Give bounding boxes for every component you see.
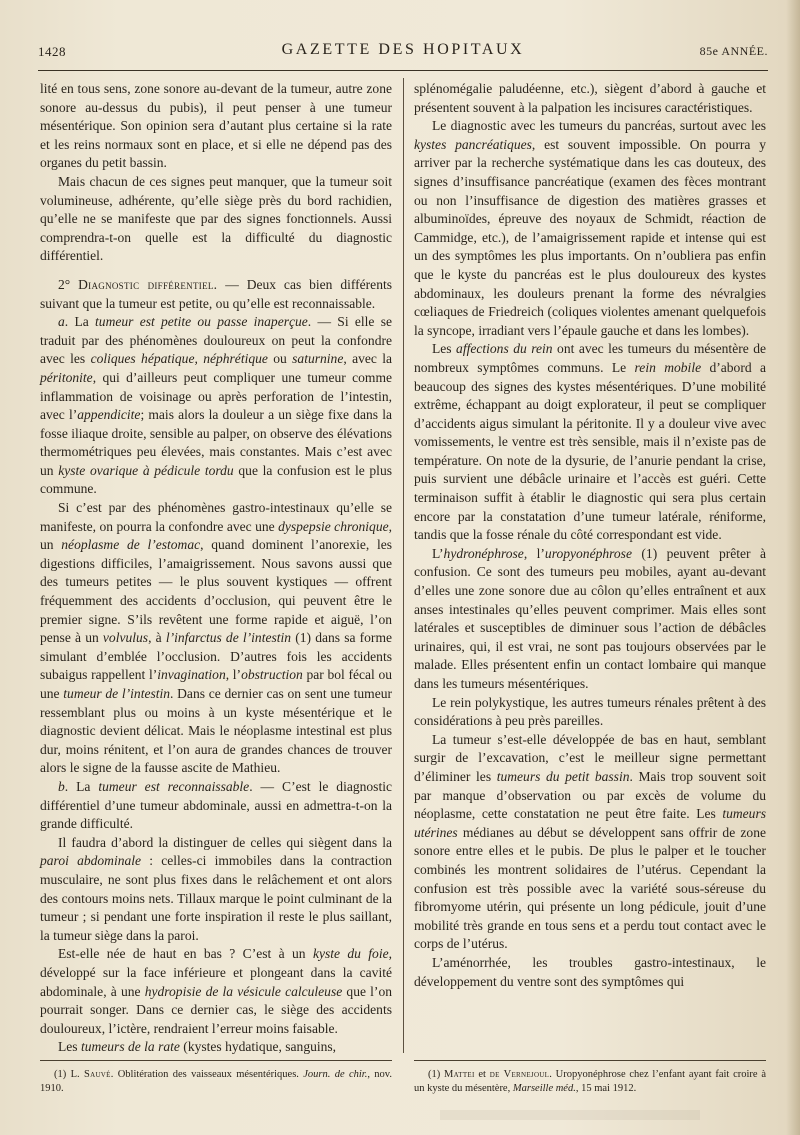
- text-run: ont avec les tumeurs du mésentère de nombreux symptômes communs. Le: [414, 341, 767, 375]
- paragraph: [414, 117, 766, 340]
- text-run: que la confusion est le plus commune.: [40, 462, 392, 497]
- paragraph: [40, 313, 392, 499]
- italic-term: kystes pancréatiques: [414, 136, 532, 152]
- text-run: (1) peuvent prêter à confusion. Ce sont des tumeurs peu mobiles, ayant au-devant d’elles une zone sonore due au côlon qu’elles entraînent et aux anses intestinales qu’elles peuvent comprimer. Mais elles sont latérales et susceptibles de diminuer sous l’action de débâcles urinaires, qui, il est vrai, ne sont pas toujours observées par le malade. Elles présentent enfin un contact lombaire qui manque dans les tumeurs mésentériques.: [414, 545, 766, 691]
- header-rule: [38, 70, 768, 71]
- paragraph: [40, 834, 392, 946]
- text-run: , 15 mai 1912.: [575, 1082, 637, 1094]
- paragraph: [40, 778, 392, 834]
- text-run: — Deux cas bien différents suivant que la tumeur est petite, ou qu’elle est reconnaissable.: [40, 276, 393, 311]
- paragraph: [40, 80, 392, 173]
- text-run: . Mais trop souvent soit par manque d’observation ou par excès de volume du néoplasme, cette constatation ne peut être faite. Les: [414, 768, 766, 822]
- left-footnote: [40, 1068, 392, 1095]
- paragraph: [414, 731, 766, 954]
- text-run: : celles-ci immobiles dans la contraction musculaire, ne sont plus fixes dans le relâchement et ont alors des contours moins nets. Tillaux marque le point culminant de la tumeur ; si pendant une forte inspiration il reste le plus saillant, la tumeur siège dans la paroi.: [40, 853, 392, 943]
- text-run: d’abord a beaucoup des signes des kystes mésentériques. D’une mobilité extrême, échappant au doigt explorateur, il peut se compliquer d’accidents aigus simulant la péritonite. Il y a douleur vive avec vomissements, le ventre est très sensible, mais il n’existe pas de température. On note de la dysurie, de l’anurie pendant la crise, puis survient une débâcle urinaire et l’accès est guéri. Cette terminaison suffit à établir le diagnostic qui sera plus certain encore par la constatation d’une tumeur latérale, réniforme, tandis que la fosse rénale du côté correspondant est vide.: [414, 359, 767, 543]
- italic-term: tumeurs du petit bassin: [496, 768, 630, 784]
- small-caps-text: Sauvé: [83, 1069, 111, 1080]
- volume-year: 85e ANNÉE.: [699, 44, 768, 58]
- small-caps-text: de Vernejoul: [489, 1069, 550, 1080]
- text-run: . — Si elle se traduit par des phénomènes douloureux on peut la confondre avec les: [40, 314, 392, 367]
- text-run: , avec la: [343, 351, 393, 367]
- paragraph: [414, 340, 766, 545]
- text-run: . Uropyonéphrose chez l’enfant ayant fait croire à un kyste du mésentère,: [414, 1069, 767, 1094]
- right-footnote-rule: [414, 1060, 766, 1061]
- column-divider: [403, 78, 404, 1053]
- text-run: lité en tous sens, zone sonore au-devant de la tumeur, autre zone sonore au-dessus du pubis), il peut penser à une tumeur mésentérique. Son opinion sera d’autant plus certaine si la rate et les reins normaux sont en place, et si elle ne dépend pas des organes du petit bassin.: [40, 81, 392, 171]
- bleed-through-text: [440, 1110, 700, 1120]
- left-footnote-rule: [40, 1060, 392, 1061]
- paragraph: [40, 499, 392, 778]
- page-number: 1428: [38, 44, 66, 59]
- italic-term: tumeur est petite ou passe inaperçue: [95, 314, 308, 330]
- text-run: , nov. 1910.: [40, 1069, 392, 1094]
- text-run: , est souvent impossible. On pourra y arriver par la recherche systématique dans les cas douteux, des signes d’insuffisance pancréatique (examen des fèces montrant ou non l’insuffisance de digestion des matières grasses et albuminoïdes, épreuve des noyaux de Schmidt, réaction de Cammidge, etc.), de l’amaigrissement rapide et intense qui est un des symptômes les plus importants. On n’oubliera pas enfin que le kyste du pancréas est le plus douloureux des kystes abdominaux, les douleurs prenant la forme des névralgies cœliaques de Friedreich (coliques violentes amenant quelquefois la syncope, irradiant vers l’épaule gauche et dans les lombes).: [414, 136, 766, 338]
- paragraph: [40, 276, 392, 313]
- text-run: (1): [428, 1069, 445, 1080]
- footnote-text: [414, 1068, 766, 1095]
- italic-term: affections du rein: [456, 341, 553, 357]
- italic-term: appendicite: [77, 407, 141, 423]
- text-run: Est-elle née de haut en bas ? C’est à un: [58, 946, 313, 962]
- text-run: , à: [148, 630, 166, 646]
- paragraph: [414, 545, 766, 694]
- text-run: , l’: [523, 545, 545, 561]
- small-caps-text: Mattei: [444, 1069, 475, 1080]
- italic-term: Marseille méd.: [512, 1082, 576, 1094]
- text-run: 2°: [58, 276, 79, 292]
- italic-term: paroi abdominale: [40, 853, 142, 869]
- text-run: médianes au début se développent sans offrir de zone sonore entre elles et le pubis. De plus le palper et le toucher combinés les montrent solidaires de l’utérus. Cependant la confusion est très possible avec la variété sous-séreuse du fibromyome utérin, qui présente un long pédicule, jouit d’une mobilité très grande en tous sens et a perdu tout contact avec le corps de l’utérus.: [414, 824, 766, 952]
- text-run: La tumeur s’est-elle développée de bas en haut, semblant surgir de l’excavation, c’est le meilleur signe permettant d’éliminer les: [414, 731, 766, 784]
- text-run: , un: [40, 518, 392, 553]
- text-run: Le rein polykystique, les autres tumeurs rénales prêtent à des considérations à peu près pareilles.: [414, 694, 766, 729]
- left-column: [40, 80, 392, 1057]
- italic-term: tumeurs de la rate: [80, 1039, 180, 1055]
- paragraph: [40, 945, 392, 1038]
- italic-term: dyspepsie chronique: [278, 518, 389, 534]
- text-run: Les: [432, 341, 457, 357]
- italic-term: tumeur est reconnaissable: [98, 778, 250, 794]
- italic-term: obstruction: [241, 667, 303, 683]
- italic-term: uropyonéphrose: [544, 545, 632, 561]
- italic-term: Journ. de chir.: [303, 1069, 368, 1080]
- italic-term: coliques hépatique, néphrétique: [90, 351, 268, 367]
- italic-term: b: [58, 778, 65, 794]
- italic-term: péritonite: [40, 369, 93, 385]
- text-run: Les: [58, 1039, 81, 1055]
- italic-term: tumeur de l’intestin: [63, 686, 171, 701]
- right-column: [414, 80, 766, 991]
- text-run: (kystes hydatique, sanguins,: [179, 1039, 337, 1055]
- italic-term: saturnine: [292, 351, 344, 367]
- text-run: et: [474, 1069, 490, 1080]
- text-run: L’aménorrhée, les troubles gastro-intestinaux, le développement du ventre sont des symptômes qui: [414, 954, 766, 989]
- paragraph: [414, 694, 766, 731]
- italic-term: rein mobile: [634, 359, 702, 375]
- paragraph: [40, 173, 392, 266]
- paragraph: [414, 954, 766, 991]
- text-run: , développé sur la face inférieure et plongeant dans la cavité abdominale, à une: [40, 946, 392, 999]
- text-run: Le diagnostic avec les tumeurs du pancréas, surtout avec les: [432, 118, 766, 134]
- text-run: Mais chacun de ces signes peut manquer, que la tumeur soit volumineuse, adhérente, qu’elle siège près du bord rachidien, qu’elle ne se manifeste que par des signes fonctionnels. Aussi comprendra-t-on quelle est la difficulté du diagnostic différentiel.: [40, 173, 392, 264]
- text-run: , qui d’ailleurs peut compliquer une tumeur comme inflammation de voisinage ou après perforation de l’intestin, avec l’: [40, 369, 392, 423]
- right-footnote: [414, 1068, 766, 1095]
- text-run: , quand dominent l’anorexie, les digestions difficiles, l’amaigrissement. Nous savons aussi que des tumeurs petites — le plus souvent kystiques — offrent fréquemment des accidents d’occlusion, qui peuvent être le premier signe. S’ils revêtent une forme rapide et aiguë, l’on pense à un: [40, 537, 393, 646]
- paragraph: [40, 1038, 392, 1057]
- text-run: splénomégalie paludéenne, etc.), siègent d’abord à gauche et présentent souvent à la palpation les incisures caractéristiques.: [414, 81, 766, 115]
- small-caps-text: Diagnostic différentiel.: [78, 276, 218, 292]
- text-run: . La: [64, 778, 99, 794]
- text-run: ; mais alors la douleur a un siège fixe dans la fosse iliaque droite, sensible au palper, on observe des élévations thermométriques peu élevées, mais constantes. Mais c’est avec un: [40, 407, 392, 478]
- italic-term: néoplasme de l’estomac: [61, 537, 201, 553]
- text-run: . Dans ce dernier cas on sent une tumeur ressemblant plus ou moins à un kyste mésentérique et le diagnostic devient délicat. Mais le néoplasme intestinal est plus dur, moins rénitent, et l’on aura de grandes chances de trouver alors le signe de la fausse ascite de Mathieu.: [40, 686, 392, 776]
- italic-term: a: [58, 314, 65, 330]
- footnote-text: [40, 1068, 392, 1095]
- text-run: par bol fécal ou une: [40, 667, 393, 701]
- paragraph: [414, 80, 766, 117]
- italic-term: kyste ovarique à pédicule tordu: [58, 462, 234, 478]
- text-run: ou: [267, 351, 293, 367]
- journal-title: GAZETTE DES HOPITAUX: [281, 41, 525, 58]
- italic-term: l’infarctus de l’intestin: [165, 630, 292, 646]
- text-run: (1) L.: [54, 1069, 84, 1080]
- text-run: . Oblitération des vaisseaux mésentériques.: [110, 1069, 304, 1080]
- text-run: Si c’est par des phénomènes gastro-intestinaux qu’elle se manifeste, on pourra la confondre avec une: [40, 500, 392, 534]
- italic-term: hydropisie de la vésicule calculeuse: [144, 983, 343, 999]
- italic-term: invagination: [157, 667, 226, 683]
- text-run: . — C’est le diagnostic différentiel d’une tumeur abdominale, aussi en admettra-t-on la grande difficulté.: [40, 778, 392, 832]
- text-run: L’: [432, 545, 444, 561]
- text-run: (1) dans sa forme simulant d’emblée l’occlusion. D’autres fois les accidents subaigus rappellent l’: [40, 630, 392, 683]
- text-run: Il faudra d’abord la distinguer de celles qui siègent dans la: [58, 834, 392, 850]
- italic-term: kyste du foie: [312, 946, 389, 962]
- text-run: . La: [64, 314, 96, 330]
- italic-term: hydronéphrose: [443, 545, 524, 561]
- italic-term: volvulus: [102, 630, 149, 646]
- text-run: , l’: [225, 667, 242, 683]
- italic-term: tumeurs utérines: [414, 806, 766, 840]
- text-run: que l’on pourrait songer. Dans ce dernier cas, le siège des accidents douloureux, l’ictère, rendraient l’erreur moins faisable.: [40, 983, 392, 1036]
- page-header: [38, 40, 768, 66]
- page-edge-shadow: [786, 0, 800, 1135]
